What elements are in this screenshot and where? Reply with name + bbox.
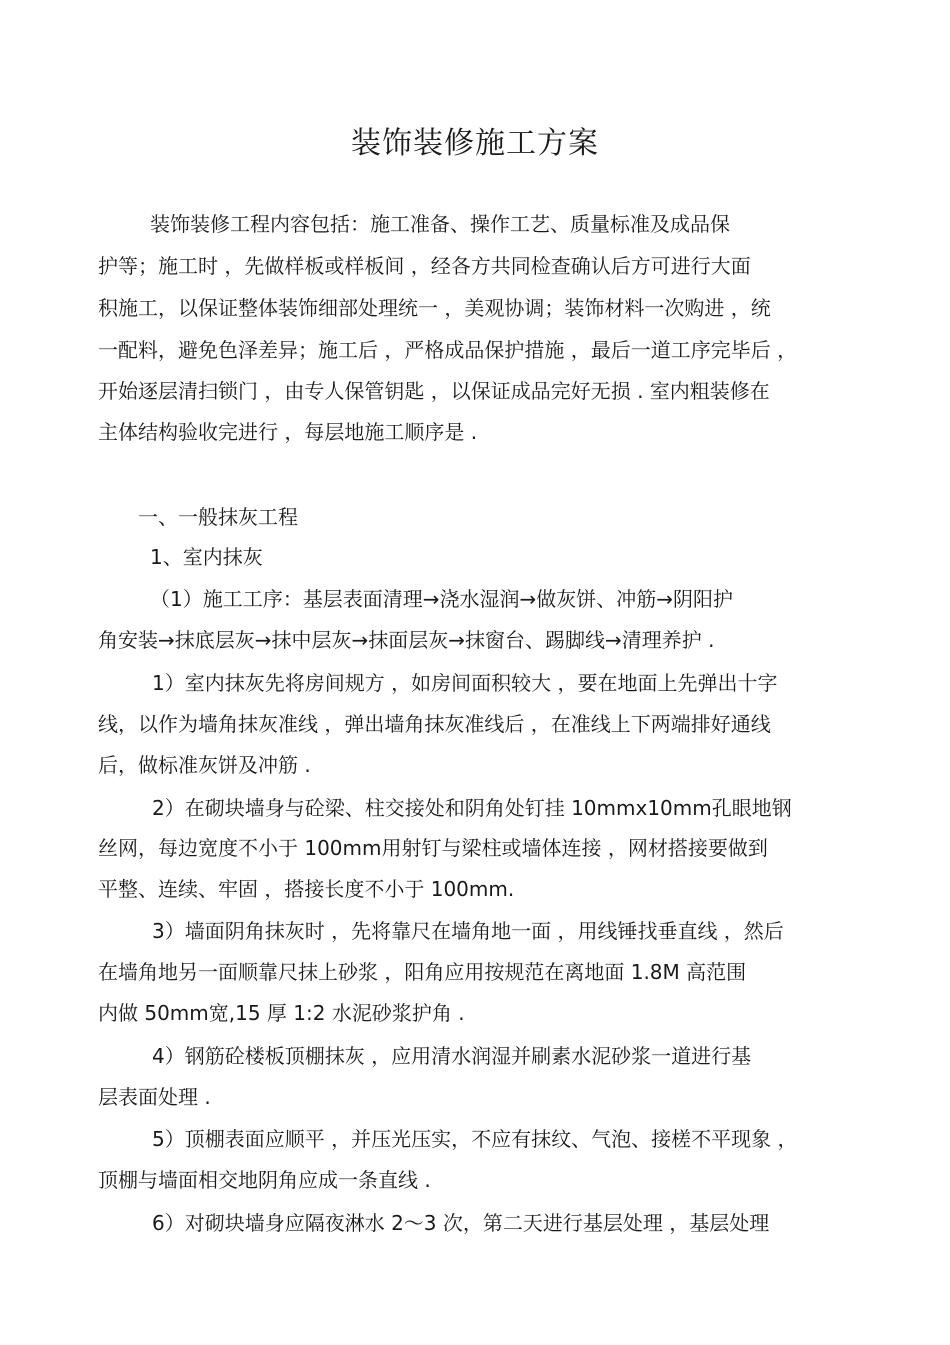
paragraph-line: 3）墙面阴角抹灰时 ，先将靠尺在墙角地一面 ，用线锤找垂直线 ，然后: [152, 919, 784, 943]
paragraph-line: 2）在砌块墙身与砼梁、柱交接处和阴角处钉挂 10mmx10mm孔眼地钢: [152, 796, 792, 820]
paragraph-line: 丝网，每边宽度不小于 100mm用射钉与梁柱或墙体连接 ，网材搭接要做到: [98, 836, 768, 860]
paragraph-line: 层表面处理 .: [98, 1085, 211, 1109]
paragraph-line: 开始逐层清扫锁门 ，由专人保管钥匙 ，以保证成品完好无损 . 室内粗装修在: [98, 379, 770, 403]
paragraph-line: 5）顶棚表面应顺平 ，并压光压实，不应有抹纹、气泡、接槎不平现象 ，: [152, 1127, 798, 1151]
paragraph-line: 护等；施工时 ，先做样板或样板间 ，经各方共同检查确认后方可进行大面: [98, 254, 751, 278]
subsection-heading: 1、室内抹灰: [150, 545, 263, 569]
document-title: 装饰装修施工方案: [351, 126, 599, 161]
paragraph-line: 装饰装修工程内容包括：施工准备、操作工艺、质量标准及成品保: [150, 212, 730, 236]
paragraph-line: 后，做标准灰饼及冲筋 .: [98, 753, 311, 777]
section-heading: 一、一般抹灰工程: [138, 505, 298, 529]
paragraph-line: 内做 50mm宽,15 厚 1:2 水泥砂浆护角 .: [98, 1001, 465, 1025]
paragraph-line: 4）钢筋砼楼板顶棚抹灰 ，应用清水润湿并刷素水泥砂浆一道进行基: [152, 1044, 752, 1068]
paragraph-line: 角安装→抹底层灰→抹中层灰→抹面层灰→抹窗台、踢脚线→清理养护 .: [98, 628, 715, 652]
paragraph-line: 顶棚与墙面相交地阴角应成一条直线 .: [98, 1168, 431, 1192]
paragraph-line: 一配料，避免色泽差异；施工后 ，严格成品保护措施 ，最后一道工序完毕后 ，: [98, 338, 798, 362]
paragraph-line: （1）施工工序：基层表面清理→浇水湿润→做灰饼、冲筋→阴阳护: [150, 587, 733, 611]
paragraph-line: 主体结构验收完进行 ，每层地施工顺序是 .: [98, 420, 478, 444]
paragraph-line: 积施工，以保证整体装饰细部处理统一 ，美观协调；装饰材料一次购进 ，统: [98, 296, 771, 320]
paragraph-line: 在墙角地另一面顺靠尺抹上砂浆 ，阳角应用按规范在离地面 1.8M 高范围: [98, 960, 747, 984]
paragraph-line: 6）对砌块墙身应隔夜淋水 2～3 次，第二天进行基层处理 ，基层处理: [152, 1211, 770, 1235]
paragraph-line: 线，以作为墙角抹灰准线 ，弹出墙角抹灰准线后 ，在准线上下两端排好通线: [98, 712, 771, 736]
paragraph-line: 1）室内抹灰先将房间规方 ，如房间面积较大 ，要在地面上先弹出十字: [152, 671, 778, 695]
paragraph-line: 平整、连续、牢固 ，搭接长度不小于 100mm.: [98, 877, 515, 901]
